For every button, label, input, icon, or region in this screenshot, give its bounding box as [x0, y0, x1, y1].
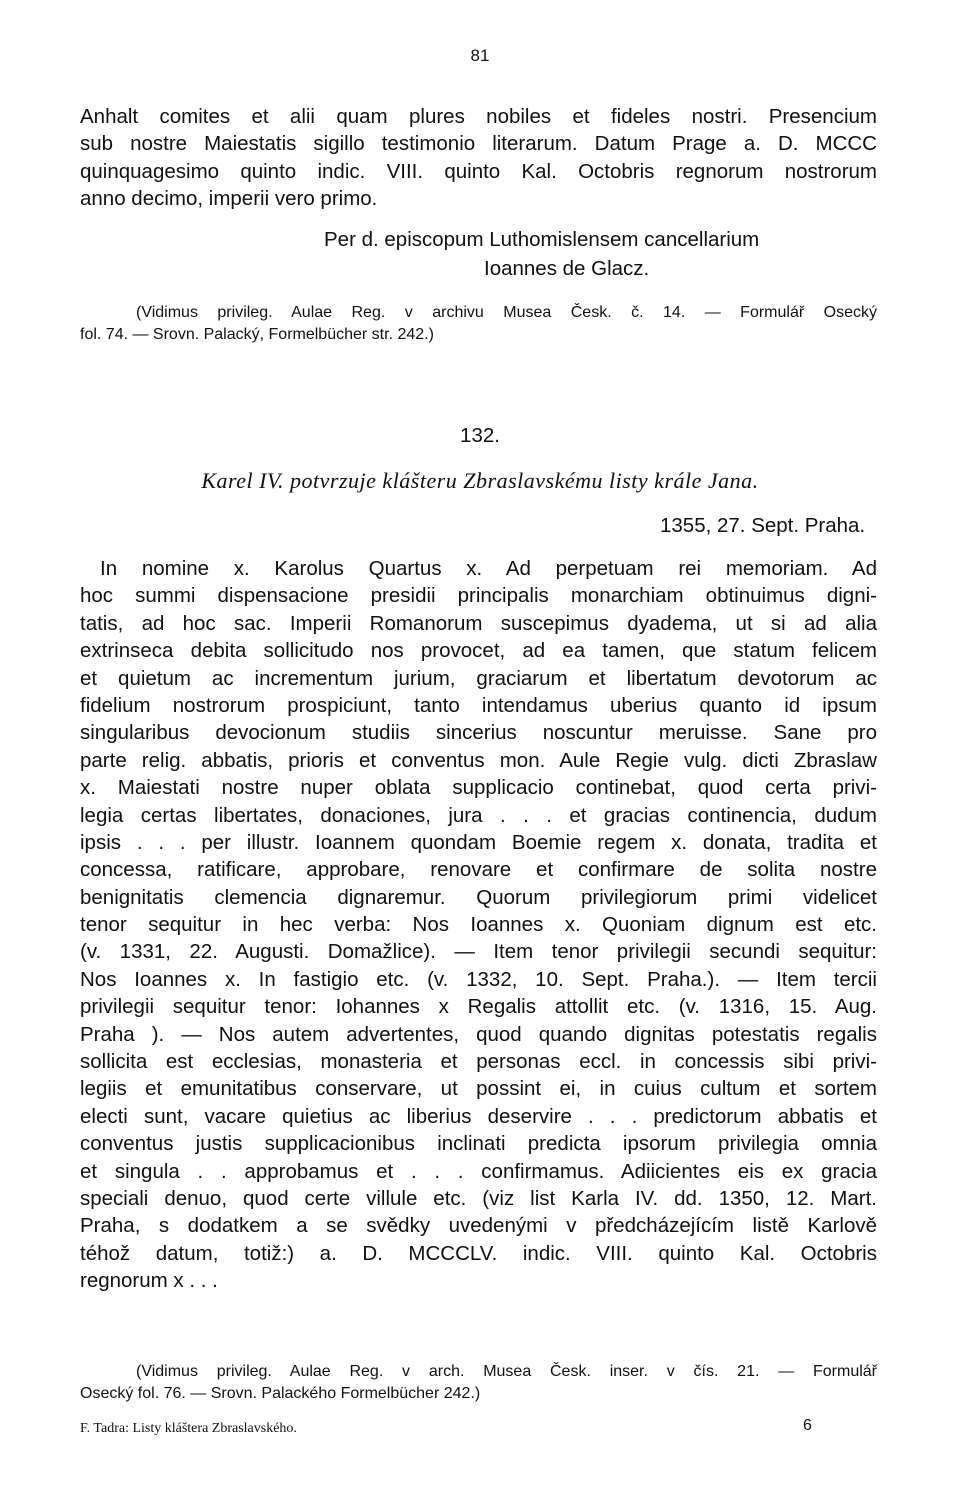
signature-line: Per d. episcopum Luthomislensem cancellarium: [324, 228, 760, 251]
text-line: Praha, s dodatkem a se svědky uvedenými v předcházejícím listě Karlově: [80, 1214, 877, 1238]
text-line: speciali denuo, quod certe villule etc. (viz list Karla IV. dd. 1350, 12. Mart.: [80, 1186, 877, 1210]
text-line: x. Maiestati nostre nuper oblata supplicacio continebat, quod certa privi-: [80, 776, 877, 800]
document-number: 132.: [460, 424, 500, 447]
text-line: legiis et emunitatibus conservare, ut possint ei, in cuius cultum et sortem: [80, 1077, 877, 1101]
note-line: Osecký fol. 76. — Srovn. Palackého Formelbücher 242.): [80, 1385, 481, 1402]
text-line: Anhalt comites et alii quam plures nobiles et fideles nostri. Presencium: [80, 105, 877, 128]
text-line: benignitatis clemencia dignaremur. Quorum privilegiorum primi videlicet: [80, 885, 877, 909]
text-line: Nos Ioannes x. In fastigio etc. (v. 1332, 10. Sept. Praha.). — Item tercii: [80, 967, 877, 991]
text-line: tenor sequitur in hec verba: Nos Ioannes x. Quoniam dignum est etc.: [80, 913, 877, 937]
document-date: 1355, 27. Sept. Praha.: [660, 514, 866, 537]
document-body: [80, 555, 877, 1295]
text-line: sub nostre Maiestatis sigillo testimonio literarum. Datum Prage a. D. MCCC: [80, 132, 877, 156]
continuation-paragraph: [80, 103, 877, 213]
signature-name: Ioannes de Glacz.: [484, 257, 650, 280]
text-line: singularibus devocionum studiis sincerius noscuntur meruisse. Sane pro: [80, 721, 877, 745]
source-note: [80, 1361, 877, 1405]
text-line: legia certas libertates, donaciones, jura . . . et gracias continencia, dudum: [80, 803, 877, 827]
text-line: téhož datum, totiž:) a. D. MCCCLV. indic. VIII. quinto Kal. Octobris: [80, 1241, 877, 1265]
text-line: extrinseca debita sollicitudo nos provocet, ad ea tamen, que statum felicem: [80, 639, 877, 663]
text-line: tatis, ad hoc sac. Imperii Romanorum suscepimus dyadema, ut si ad alia: [80, 611, 877, 635]
text-line: parte relig. abbatis, prioris et conventus mon. Aule Regie vulg. dicti Zbraslaw: [80, 748, 877, 772]
text-line: sollicita est ecclesias, monasteria et personas eccl. in concessis sibi privi-: [80, 1050, 877, 1074]
text-line: anno decimo, imperii vero primo.: [80, 187, 378, 211]
text-line: quinquagesimo quinto indic. VIII. quinto Kal. Octobris regnorum nostrorum: [80, 159, 877, 183]
text-line: Praha ). — Nos autem advertentes, quod quando dignitas potestatis regalis: [80, 1022, 877, 1046]
text-line: et singula . . approbamus et . . . confirmamus. Adiicientes eis ex gracia: [80, 1159, 877, 1183]
text-line: hoc summi dispensacione presidii principalis monarchiam obtinuimus digni-: [80, 584, 877, 608]
note-line: fol. 74. — Srovn. Palacký, Formelbücher str. 242.): [80, 326, 434, 343]
text-line: electi sunt, vacare quietius ac liberius deservire . . . predictorum abbatis et: [80, 1104, 877, 1128]
text-line: fidelium nostrorum prospiciunt, tanto intendamus uberius quanto id ipsum: [80, 693, 877, 717]
text-line: regnorum x . . .: [80, 1269, 218, 1293]
document-title: Karel IV. potvrzuje klášteru Zbraslavskému listy krále Jana.: [201, 468, 759, 493]
footer-signature: F. Tadra: Listy kláštera Zbraslavského.: [80, 1421, 297, 1436]
text-line: conventus justis supplicacionibus inclinati predicta ipsorum privilegia omnia: [80, 1132, 877, 1156]
text-line: concessa, ratificare, approbare, renovare et confirmare de solita nostre: [80, 858, 877, 882]
text-line: In nomine x. Karolus Quartus x. Ad perpetuam rei memoriam. Ad: [100, 557, 877, 580]
signature-mark: 6: [803, 1417, 812, 1434]
text-line: (v. 1331, 22. Augusti. Domažlice). — Item tenor privilegii secundi sequitur:: [80, 940, 877, 964]
text-line: privilegii sequitur tenor: Iohannes x Regalis attollit etc. (v. 1316, 15. Aug.: [80, 995, 877, 1019]
source-note: [80, 302, 877, 346]
text-line: et quietum ac incrementum jurium, graciarum et libertatum devotorum ac: [80, 666, 877, 690]
note-line: (Vidimus privileg. Aulae Reg. v arch. Musea Česk. inser. v čís. 21. — Formulář: [136, 1363, 877, 1380]
note-line: (Vidimus privileg. Aulae Reg. v archivu Musea Česk. č. 14. — Formulář Osecký: [136, 304, 877, 321]
text-line: ipsis . . . per illustr. Ioannem quondam Boemie regem x. donata, tradita et: [80, 830, 877, 854]
page-number: 81: [470, 46, 490, 65]
